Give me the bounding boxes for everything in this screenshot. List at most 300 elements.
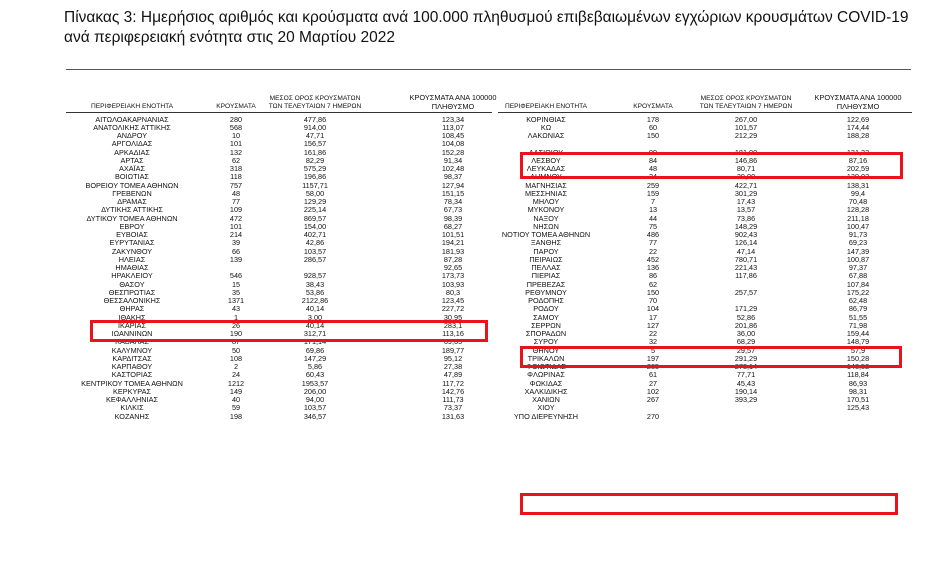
unit-name-cell: ΛΕΥΚΑΔΑΣ xyxy=(526,164,566,173)
unit-name-cell: ΛΗΜΝΟΥ xyxy=(530,172,562,182)
per100k-cell: 175,22 xyxy=(846,287,870,297)
avg7-cell: 225,14 xyxy=(303,205,327,215)
per100k-cell: 92,65 xyxy=(443,263,463,272)
avg7-cell: 47,14 xyxy=(736,246,756,256)
unit-name-cell: ΚΕΦΑΛΛΗΝΙΑΣ xyxy=(106,395,158,404)
unit-name-cell: ΜΑΓΝΗΣΙΑΣ xyxy=(525,180,567,190)
cases-cell: 214 xyxy=(229,230,243,239)
per100k-cell: 62,48 xyxy=(848,296,868,305)
avg7-cell: 291,29 xyxy=(734,353,758,363)
cases-cell: 568 xyxy=(229,122,243,132)
avg7-cell: 69,86 xyxy=(305,345,325,355)
header-underline xyxy=(66,112,492,113)
unit-name-cell: ΧΙΟΥ xyxy=(537,403,555,413)
avg7-cell: 201,86 xyxy=(734,320,758,330)
cases-cell: 84 xyxy=(648,155,658,165)
unit-name-cell: ΠΕΛΛΑΣ xyxy=(531,263,561,272)
unit-name-cell: ΧΑΛΚΙΔΙΚΗΣ xyxy=(524,386,568,396)
cases-cell: 150 xyxy=(646,287,660,297)
cases-cell: 1212 xyxy=(227,378,245,388)
per100k-cell: 174,44 xyxy=(846,122,870,132)
header-unit: ΠΕΡΙΦΕΡΕΙΑΚΗ ΕΝΟΤΗΤΑ xyxy=(504,103,588,110)
per100k-cell: 113,07 xyxy=(442,122,464,132)
header-cases: ΚΡΟΥΣΜΑΤΑ xyxy=(216,103,256,110)
unit-name-cell: ΝΟΤΙΟΥ ΤΟΜΕΑ ΑΘΗΝΩΝ xyxy=(501,230,591,239)
unit-name-cell: ΜΥΚΟΝΟΥ xyxy=(527,205,565,215)
per100k-cell: 101,51 xyxy=(441,230,465,239)
unit-name-cell: ΛΑΣΙΘΙΟΥ xyxy=(528,147,564,157)
per100k-cell: 97,37 xyxy=(848,263,868,272)
avg7-cell: 1157,71 xyxy=(302,180,328,190)
per100k-cell: 148,79 xyxy=(846,337,870,347)
per100k-cell: 100,87 xyxy=(846,254,870,264)
cases-cell: 150 xyxy=(646,131,660,140)
cases-cell: 486 xyxy=(646,230,660,239)
unit-name-cell: ΦΩΚΙΔΑΣ xyxy=(529,378,563,388)
unit-name-cell: ΖΑΚΥΝΘΟΥ xyxy=(111,246,153,256)
per100k-cell: 87,28 xyxy=(443,254,463,264)
cases-cell: 102 xyxy=(646,386,660,396)
unit-name-cell: ΦΛΩΡΙΝΑΣ xyxy=(527,370,565,380)
top-rule xyxy=(66,69,911,70)
cases-cell: 86 xyxy=(648,271,658,281)
avg7-cell: 312,71 xyxy=(303,329,327,338)
cases-cell: 15 xyxy=(231,279,241,289)
unit-name-cell: ΚΑΛΥΜΝΟΥ xyxy=(111,345,153,355)
per100k-cell: 111,73 xyxy=(442,395,464,404)
avg7-cell: 869,57 xyxy=(303,213,327,223)
unit-name-cell: ΥΠΟ ΔΙΕΡΕΥΝΗΣΗ xyxy=(513,411,579,421)
avg7-cell: 190,14 xyxy=(734,386,758,396)
per100k-cell: 80,3 xyxy=(445,287,461,297)
per100k-cell: 189,77 xyxy=(441,345,465,355)
avg7-cell: 13,57 xyxy=(736,205,756,215)
per100k-cell: 69,23 xyxy=(848,238,868,248)
unit-name-cell: ΑΡΤΑΣ xyxy=(120,155,144,165)
cases-cell: 178 xyxy=(646,114,660,124)
avg7-cell: 206,00 xyxy=(303,386,327,396)
cases-cell: 60 xyxy=(648,122,658,132)
per100k-cell: 147,39 xyxy=(846,246,870,256)
avg7-cell: 196,86 xyxy=(303,172,327,182)
avg7-cell: 103,57 xyxy=(303,403,327,413)
avg7-cell: 126,14 xyxy=(734,238,758,248)
unit-name-cell: ΜΕΣΣΗΝΙΑΣ xyxy=(525,188,567,198)
avg7-cell: 38,43 xyxy=(305,279,325,289)
cases-cell: 235 xyxy=(646,362,660,371)
cases-cell: 136 xyxy=(646,263,660,272)
per100k-cell: 98,37 xyxy=(443,172,463,182)
cases-cell: 24 xyxy=(648,172,658,182)
highlight-chanion xyxy=(520,493,898,515)
cases-cell: 77 xyxy=(231,197,241,206)
avg7-cell: 129,29 xyxy=(303,197,327,206)
cases-cell: 197 xyxy=(646,353,660,363)
cases-cell: 118 xyxy=(230,172,242,182)
unit-name-cell: ΕΥΒΟΙΑΣ xyxy=(116,230,148,239)
unit-name-cell: ΛΑΚΩΝΙΑΣ xyxy=(527,131,565,140)
per100k-cell: 98,39 xyxy=(443,213,463,223)
cases-cell: 104 xyxy=(646,304,660,314)
unit-name-cell: ΠΡΕΒΕΖΑΣ xyxy=(526,279,566,289)
per100k-cell: 71,98 xyxy=(848,320,868,330)
unit-name-cell: ΠΑΡΟΥ xyxy=(533,246,559,256)
cases-cell: 62 xyxy=(648,279,658,289)
avg7-cell: 156,57 xyxy=(303,139,327,149)
avg7-cell: 80,71 xyxy=(736,164,756,173)
per100k-cell: 170,51 xyxy=(846,395,870,404)
unit-name-cell: ΑΝΑΤΟΛΙΚΗΣ ΑΤΤΙΚΗΣ xyxy=(93,122,171,132)
unit-name-cell: ΚΑΡΔΙΤΣΑΣ xyxy=(112,353,152,363)
unit-name-cell: ΗΡΑΚΛΕΙΟΥ xyxy=(111,271,153,281)
cases-cell: 2 xyxy=(233,362,239,371)
per100k-cell: 95,12 xyxy=(443,353,463,363)
unit-name-cell: ΚΩ xyxy=(540,122,552,132)
avg7-cell: 42,86 xyxy=(305,238,325,248)
avg7-cell: 393,29 xyxy=(734,395,758,404)
per100k-cell: 57,9 xyxy=(850,345,866,355)
unit-name-cell: ΣΑΜΟΥ xyxy=(533,312,559,322)
cases-cell: 13 xyxy=(648,205,658,215)
avg7-cell: 273,14 xyxy=(734,362,758,371)
per100k-cell: 227,72 xyxy=(441,304,465,314)
cases-cell: 59 xyxy=(231,403,241,413)
avg7-cell: 39,00 xyxy=(736,172,756,182)
per100k-cell: 138,31 xyxy=(846,180,870,190)
per100k-cell: 27,38 xyxy=(443,362,463,371)
unit-name-cell: ΣΥΡΟΥ xyxy=(533,337,559,347)
avg7-cell: 40,14 xyxy=(305,320,325,330)
unit-name-cell: ΗΛΕΙΑΣ xyxy=(118,254,146,264)
per100k-cell: 131,63 xyxy=(441,411,465,421)
per100k-cell: 128,28 xyxy=(846,205,870,215)
cases-cell: 101 xyxy=(229,139,243,149)
unit-name-cell: ΚΕΝΤΡΙΚΟΥ ΤΟΜΕΑ ΑΘΗΝΩΝ xyxy=(81,378,183,388)
cases-cell: 259 xyxy=(646,180,660,190)
per100k-cell: 152,28 xyxy=(441,147,465,157)
cases-cell: 149 xyxy=(229,386,243,396)
unit-name-cell: ΙΘΑΚΗΣ xyxy=(118,312,146,322)
cases-cell: 109 xyxy=(229,205,243,215)
cases-cell: 127 xyxy=(646,320,660,330)
avg7-cell: 161,86 xyxy=(303,147,327,157)
per100k-cell: 69,65 xyxy=(443,337,463,347)
cases-cell: 39 xyxy=(231,238,241,248)
cases-cell: 190 xyxy=(229,329,243,338)
avg7-cell: 171,29 xyxy=(734,304,758,314)
per100k-cell: 118,84 xyxy=(847,370,869,380)
unit-name-cell: ΣΕΡΡΩΝ xyxy=(531,320,561,330)
cases-cell: 198 xyxy=(229,411,243,421)
avg7-cell: 914,00 xyxy=(303,122,327,132)
unit-name-cell: ΦΘΙΩΤΙΔΑΣ xyxy=(526,362,566,371)
unit-name-cell: ΜΗΛΟΥ xyxy=(532,197,560,206)
unit-name-cell: ΝΗΣΩΝ xyxy=(533,221,559,231)
highlight-rethymnou xyxy=(520,346,902,368)
unit-name-cell: ΡΕΘΥΜΝΟΥ xyxy=(525,287,567,297)
avg7-cell: 53,86 xyxy=(305,287,325,297)
per100k-cell: 73,37 xyxy=(443,403,463,413)
per100k-cell: 142,76 xyxy=(441,386,465,396)
unit-name-cell: ΚΟΖΑΝΗΣ xyxy=(114,411,150,421)
avg7-cell: 77,71 xyxy=(736,370,756,380)
avg7-cell: 171,14 xyxy=(303,337,327,347)
cases-cell: 77 xyxy=(648,238,658,248)
unit-name-cell: ΝΑΞΟΥ xyxy=(533,213,559,223)
unit-name-cell: ΞΑΝΘΗΣ xyxy=(530,238,562,248)
avg7-cell: 301,29 xyxy=(734,188,758,198)
avg7-cell: 45,43 xyxy=(736,378,756,388)
per100k-cell: 122,69 xyxy=(846,114,870,124)
avg7-cell: 477,86 xyxy=(303,114,327,124)
avg7-cell: 40,14 xyxy=(305,304,325,314)
per100k-cell: 30,95 xyxy=(443,312,463,322)
unit-name-cell: ΗΜΑΘΙΑΣ xyxy=(115,263,149,272)
cases-cell: 40 xyxy=(231,395,241,404)
per100k-cell: 117,72 xyxy=(442,378,464,388)
per100k-cell: 98,31 xyxy=(848,386,868,396)
avg7-cell: 575,29 xyxy=(303,164,327,173)
per100k-cell: 181,93 xyxy=(441,246,465,256)
per100k-cell: 104,08 xyxy=(441,139,465,149)
avg7-cell: 402,71 xyxy=(303,230,327,239)
unit-name-cell: ΙΩΑΝΝΙΝΩΝ xyxy=(111,329,153,338)
per100k-cell: 123,34 xyxy=(441,114,465,124)
cases-cell: 22 xyxy=(648,246,658,256)
cases-cell: 7 xyxy=(650,197,656,206)
per100k-cell: 283,1 xyxy=(443,320,463,330)
avg7-cell: 267,00 xyxy=(734,114,758,124)
cases-cell: 24 xyxy=(231,370,241,380)
per100k-cell: 67,73 xyxy=(443,205,463,215)
per100k-cell: 173,73 xyxy=(441,271,465,281)
per100k-cell: 70,48 xyxy=(848,197,868,206)
cases-cell: 267 xyxy=(646,395,660,404)
cases-cell: 75 xyxy=(648,221,658,231)
per100k-cell: 125,43 xyxy=(846,403,870,413)
avg7-cell: 3,00 xyxy=(307,312,323,322)
unit-name-cell: ΕΒΡΟΥ xyxy=(119,221,145,231)
avg7-cell: 286,57 xyxy=(303,254,327,264)
per100k-cell: 87,16 xyxy=(848,155,868,165)
per100k-cell: 123,45 xyxy=(441,296,465,305)
cases-cell: 32 xyxy=(648,337,658,347)
unit-name-cell: ΕΥΡΥΤΑΝΙΑΣ xyxy=(109,238,155,248)
table-caption: Πίνακας 3: Ημερήσιος αριθμός και κρούσματα ανά 100.000 πληθυσμού επιβεβαιωμένων εγχώριων κρουσμάτων COVID-19 ανά περιφερειακή ενότητα στις 20 Μαρτίου 2022 xyxy=(64,9,909,46)
per100k-cell: 51,55 xyxy=(848,312,868,322)
per100k-cell: 127,94 xyxy=(441,180,465,190)
avg7-cell: 928,57 xyxy=(303,271,327,281)
per100k-cell: 151,15 xyxy=(441,188,465,198)
unit-name-cell: ΚΟΡΙΝΘΙΑΣ xyxy=(526,114,566,124)
cases-cell: 44 xyxy=(648,213,658,223)
header-avg-line1: ΜΕΣΟΣ ΟΡΟΣ ΚΡΟΥΣΜΑΤΩΝ xyxy=(700,95,792,102)
unit-name-cell: ΒΟΙΩΤΙΑΣ xyxy=(115,172,149,182)
unit-name-cell: ΔΥΤΙΚΗΣ ΑΤΤΙΚΗΣ xyxy=(101,205,163,215)
avg7-cell: 146,86 xyxy=(734,155,758,165)
cases-cell: 61 xyxy=(648,370,658,380)
per100k-cell: 68,27 xyxy=(443,221,463,231)
unit-name-cell: ΘΕΣΣΑΛΟΝΙΚΗΣ xyxy=(103,296,161,305)
unit-name-cell: ΔΡΑΜΑΣ xyxy=(117,197,147,206)
per100k-cell: 86,93 xyxy=(848,378,868,388)
avg7-cell: 221,43 xyxy=(734,263,758,272)
cases-cell: 270 xyxy=(646,411,660,421)
cases-cell: 66 xyxy=(231,246,241,256)
cases-cell: 22 xyxy=(648,329,658,338)
header-cases: ΚΡΟΥΣΜΑΤΑ xyxy=(633,103,673,110)
unit-name-cell: ΚΑΒΑΛΑΣ xyxy=(115,337,149,347)
avg7-cell: 212,29 xyxy=(734,131,758,140)
unit-name-cell: ΑΡΓΟΛΙΔΑΣ xyxy=(111,139,153,149)
avg7-cell: 117,86 xyxy=(735,271,757,281)
cases-cell: 70 xyxy=(648,296,658,305)
per100k-cell: 91,34 xyxy=(443,155,463,165)
per100k-cell: 91,73 xyxy=(848,230,868,239)
avg7-cell: 36,00 xyxy=(736,329,756,338)
cases-cell: 757 xyxy=(229,180,243,190)
avg7-cell: 1953,57 xyxy=(301,378,329,388)
cases-cell: 132 xyxy=(229,147,243,157)
per100k-cell: 86,79 xyxy=(848,304,868,314)
unit-name-cell: ΚΑΣΤΟΡΙΑΣ xyxy=(111,370,153,380)
avg7-cell: 94,00 xyxy=(305,395,325,404)
cases-cell: 101 xyxy=(229,221,243,231)
highlight-irakleiou xyxy=(90,320,488,342)
header-per100k-line1: ΚΡΟΥΣΜΑΤΑ ΑΝΑ 100000 xyxy=(814,93,902,102)
unit-name-cell: ΚΕΡΚΥΡΑΣ xyxy=(112,386,152,396)
cases-cell: 1 xyxy=(233,312,239,322)
header-per100k-line2: ΠΛΗΘΥΣΜΟ xyxy=(836,101,880,111)
per100k-cell: 150,28 xyxy=(846,353,870,363)
avg7-cell: 17,43 xyxy=(736,197,756,206)
per100k-cell: 131,33 xyxy=(846,147,870,157)
per100k-cell: 211,18 xyxy=(847,213,869,223)
unit-name-cell: ΘΕΣΠΡΩΤΙΑΣ xyxy=(108,287,156,297)
per100k-cell: 102,48 xyxy=(441,164,465,173)
unit-name-cell: ΤΡΙΚΑΛΩΝ xyxy=(527,353,565,363)
cases-cell: 27 xyxy=(648,378,658,388)
avg7-cell: 60,43 xyxy=(305,370,325,380)
avg7-cell: 29,57 xyxy=(736,345,756,355)
unit-name-cell: ΘΗΝΟΥ xyxy=(532,345,560,355)
cases-cell: 159 xyxy=(646,188,660,198)
header-underline xyxy=(498,112,912,113)
cases-cell: 48 xyxy=(231,188,241,198)
avg7-cell: 68,29 xyxy=(736,337,756,347)
unit-name-cell: ΑΝΔΡΟΥ xyxy=(116,131,148,140)
cases-cell: 5 xyxy=(650,345,656,355)
avg7-cell: 2122,86 xyxy=(301,296,329,305)
cases-cell: 50 xyxy=(231,345,241,355)
per100k-cell: 202,59 xyxy=(846,164,870,173)
avg7-cell: 154,00 xyxy=(303,221,327,231)
cases-cell: 452 xyxy=(646,254,660,264)
unit-name-cell: ΣΠΟΡΑΔΩΝ xyxy=(525,329,567,338)
cases-cell: 1371 xyxy=(227,296,245,305)
header-per100k-line2: ΠΛΗΘΥΣΜΟ xyxy=(431,101,475,111)
avg7-cell: 47,71 xyxy=(305,131,325,140)
avg7-cell: 58,00 xyxy=(305,188,325,198)
avg7-cell: 52,86 xyxy=(736,312,756,322)
per100k-cell: 139,03 xyxy=(846,172,870,182)
avg7-cell: 82,29 xyxy=(305,155,325,165)
cases-cell: 48 xyxy=(648,164,658,173)
header-unit: ΠΕΡΙΦΕΡΕΙΑΚΗ ΕΝΟΤΗΤΑ xyxy=(90,103,174,110)
avg7-cell: 148,29 xyxy=(734,221,758,231)
per100k-cell: 67,88 xyxy=(848,271,868,281)
per100k-cell: 148,52 xyxy=(846,362,870,371)
cases-cell: 35 xyxy=(231,287,241,297)
per100k-cell: 107,84 xyxy=(846,279,870,289)
per100k-cell: 78,34 xyxy=(443,197,463,206)
unit-name-cell: ΠΙΕΡΙΑΣ xyxy=(531,271,561,281)
unit-name-cell: ΘΑΣΟΥ xyxy=(119,279,145,289)
cases-cell: 10 xyxy=(231,131,241,140)
cases-cell: 139 xyxy=(229,254,243,264)
unit-name-cell: ΑΡΚΑΔΙΑΣ xyxy=(114,147,150,157)
cases-cell: 26 xyxy=(231,320,241,330)
per100k-cell: 188,28 xyxy=(846,131,870,140)
cases-cell: 318 xyxy=(229,164,243,173)
unit-name-cell: ΔΥΤΙΚΟΥ ΤΟΜΕΑ ΑΘΗΝΩΝ xyxy=(86,213,178,223)
unit-name-cell: ΒΟΡΕΙΟΥ ΤΟΜΕΑ ΑΘΗΝΩΝ xyxy=(85,180,179,190)
header-per100k-line1: ΚΡΟΥΣΜΑΤΑ ΑΝΑ 100000 xyxy=(409,93,497,102)
cases-cell: 472 xyxy=(229,213,243,223)
avg7-cell: 346,57 xyxy=(303,411,327,421)
unit-name-cell: ΙΚΑΡΙΑΣ xyxy=(117,320,147,330)
unit-name-cell: ΧΑΝΙΩΝ xyxy=(532,395,560,404)
unit-name-cell: ΡΟΔΟΠΗΣ xyxy=(528,296,564,305)
cases-cell: 17 xyxy=(648,312,658,322)
per100k-cell: 99,4 xyxy=(850,188,866,198)
per100k-cell: 113,16 xyxy=(442,329,464,338)
per100k-cell: 100,47 xyxy=(846,221,870,231)
per100k-cell: 103,93 xyxy=(441,279,465,289)
avg7-cell: 902,43 xyxy=(734,230,758,239)
avg7-cell: 780,71 xyxy=(734,254,758,264)
avg7-cell: 73,86 xyxy=(736,213,756,223)
avg7-cell: 422,71 xyxy=(734,180,758,190)
unit-name-cell: ΠΕΙΡΑΙΩΣ xyxy=(529,254,563,264)
per100k-cell: 47,89 xyxy=(443,370,463,380)
avg7-cell: 101,57 xyxy=(734,122,758,132)
per100k-cell: 159,44 xyxy=(846,329,870,338)
unit-name-cell: ΛΕΣΒΟΥ xyxy=(531,155,561,165)
header-avg-line2: ΤΩΝ ΤΕΛΕΥΤΑΙΩΝ 7 ΗΜΕΡΩΝ xyxy=(268,103,362,110)
cases-cell: 546 xyxy=(229,271,243,281)
cases-cell: 280 xyxy=(229,114,243,124)
avg7-cell: 147,29 xyxy=(303,353,327,363)
unit-name-cell: ΚΑΡΠΑΘΟΥ xyxy=(111,362,153,371)
avg7-cell: 103,57 xyxy=(303,246,327,256)
per100k-cell: 108,45 xyxy=(441,131,465,140)
unit-name-cell: ΑΙΤΩΛΟΑΚΑΡΝΑΝΙΑΣ xyxy=(95,114,169,124)
avg7-cell: 181,00 xyxy=(734,147,758,157)
unit-name-cell: ΑΧΑΪΑΣ xyxy=(118,164,146,173)
cases-cell: 62 xyxy=(231,155,241,165)
header-avg-line1: ΜΕΣΟΣ ΟΡΟΣ ΚΡΟΥΣΜΑΤΩΝ xyxy=(269,95,361,102)
unit-name-cell: ΘΗΡΑΣ xyxy=(119,304,145,314)
cases-cell: 87 xyxy=(231,337,241,347)
highlight-lasithiou xyxy=(520,152,903,182)
cases-cell: 99 xyxy=(648,147,658,157)
cases-cell: 43 xyxy=(231,304,241,314)
header-avg-line2: ΤΩΝ ΤΕΛΕΥΤΑΙΩΝ 7 ΗΜΕΡΩΝ xyxy=(699,103,793,110)
avg7-cell: 257,57 xyxy=(734,287,758,297)
avg7-cell: 5,86 xyxy=(307,362,323,371)
unit-name-cell: ΡΟΔΟΥ xyxy=(533,304,559,314)
